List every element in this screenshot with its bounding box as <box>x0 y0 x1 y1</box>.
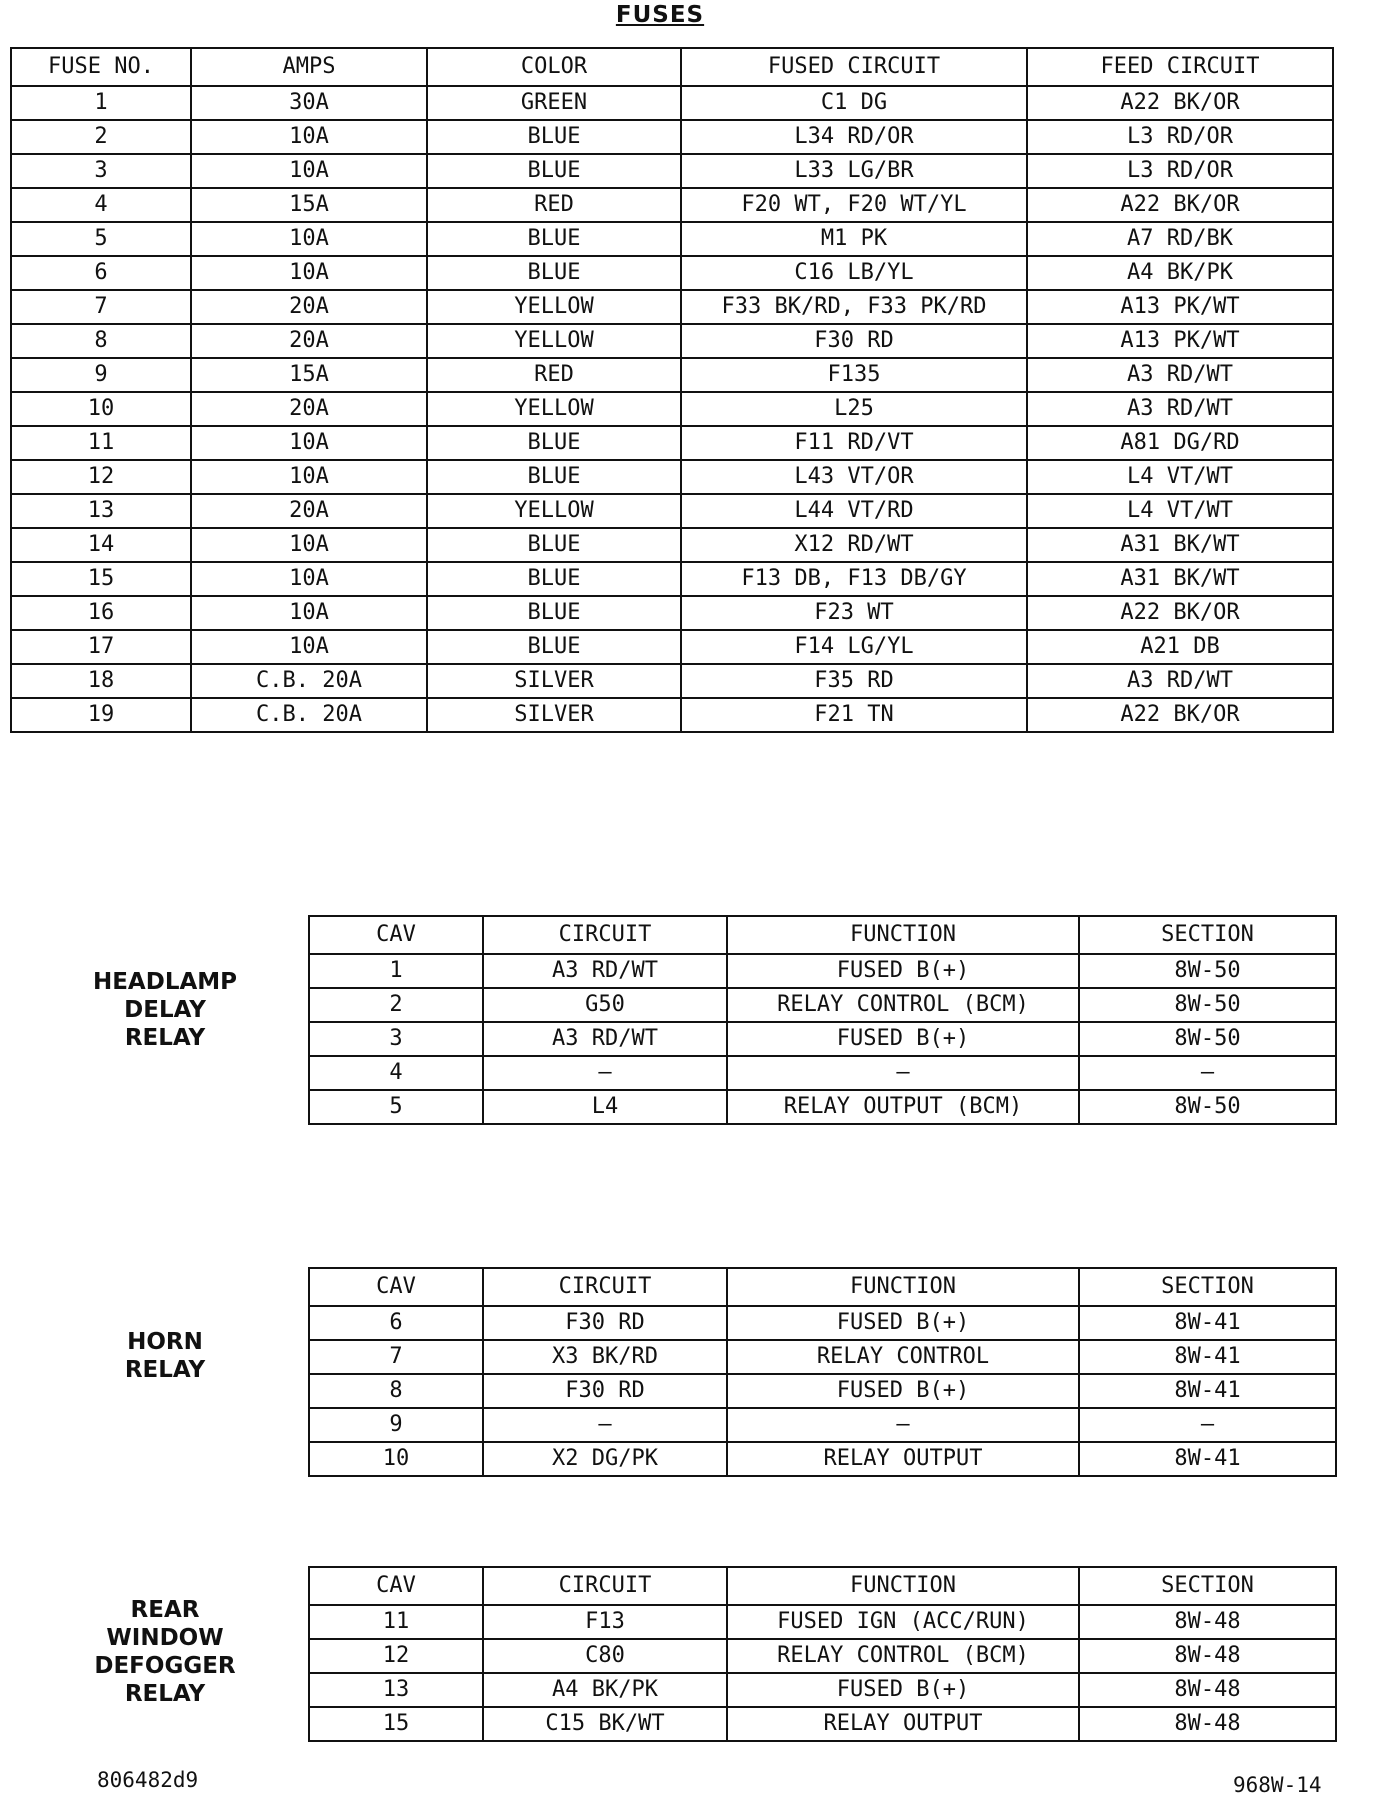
table-cell: 15A <box>191 188 427 222</box>
table-cell: – <box>1079 1408 1336 1442</box>
table-cell: L4 VT/WT <box>1027 494 1333 528</box>
table-row <box>11 154 1333 188</box>
table-row <box>11 426 1333 460</box>
table-cell: X3 BK/RD <box>483 1340 727 1374</box>
table-cell: BLUE <box>427 426 681 460</box>
table-cell: 10A <box>191 154 427 188</box>
table-row <box>11 494 1333 528</box>
table-cell: F35 RD <box>681 664 1027 698</box>
table-cell: 10A <box>191 562 427 596</box>
table-cell: A22 BK/OR <box>1027 698 1333 732</box>
fuses-header-cell: COLOR <box>427 48 681 86</box>
table-cell: L33 LG/BR <box>681 154 1027 188</box>
table-row <box>11 664 1333 698</box>
relay-label-line: WINDOW <box>106 1625 224 1651</box>
table-cell: 20A <box>191 324 427 358</box>
table-cell: 14 <box>11 528 191 562</box>
table-row <box>11 222 1333 256</box>
table-cell: 10A <box>191 426 427 460</box>
relay-label-line: RELAY <box>124 1681 206 1707</box>
table-cell: 1 <box>309 954 483 988</box>
table-cell: 20A <box>191 494 427 528</box>
table-cell: C.B. 20A <box>191 664 427 698</box>
table-cell: YELLOW <box>427 290 681 324</box>
relay-label-line: REAR <box>130 1597 200 1623</box>
relay-label-line: DELAY <box>124 997 206 1023</box>
table-cell: 7 <box>11 290 191 324</box>
table-cell: RED <box>427 188 681 222</box>
table-cell: FUSED B(+) <box>727 1374 1079 1408</box>
table-cell: C16 LB/YL <box>681 256 1027 290</box>
table-row <box>309 1707 1336 1741</box>
table-cell: X12 RD/WT <box>681 528 1027 562</box>
table-cell: A22 BK/OR <box>1027 188 1333 222</box>
table-cell: 10A <box>191 256 427 290</box>
fuses-header-cell: FEED CIRCUIT <box>1027 48 1333 86</box>
table-cell: F13 <box>483 1605 727 1639</box>
relay-header-cell: CAV <box>309 1567 483 1605</box>
table-cell: 8W-41 <box>1079 1306 1336 1340</box>
table-cell: 13 <box>11 494 191 528</box>
table-cell: BLUE <box>427 562 681 596</box>
table-cell: 8W-41 <box>1079 1442 1336 1476</box>
relay-header-cell: FUNCTION <box>727 1567 1079 1605</box>
table-row <box>309 1340 1336 1374</box>
table-cell: BLUE <box>427 630 681 664</box>
table-cell: SILVER <box>427 698 681 732</box>
fuses-header-cell: FUSED CIRCUIT <box>681 48 1027 86</box>
table-cell: FUSED B(+) <box>727 1673 1079 1707</box>
table-cell: F11 RD/VT <box>681 426 1027 460</box>
table-row <box>309 1306 1336 1340</box>
table-cell: 8W-41 <box>1079 1374 1336 1408</box>
table-row <box>11 120 1333 154</box>
relay-header-row <box>309 1268 1336 1306</box>
table-row <box>309 1639 1336 1673</box>
table-cell: RELAY CONTROL (BCM) <box>727 988 1079 1022</box>
table-cell: F13 DB, F13 DB/GY <box>681 562 1027 596</box>
table-cell: 10A <box>191 222 427 256</box>
table-cell: A13 PK/WT <box>1027 324 1333 358</box>
table-cell: F30 RD <box>681 324 1027 358</box>
relay-header-cell: SECTION <box>1079 1268 1336 1306</box>
table-cell: L3 RD/OR <box>1027 120 1333 154</box>
table-cell: BLUE <box>427 222 681 256</box>
table-row <box>309 1442 1336 1476</box>
table-cell: RELAY OUTPUT <box>727 1442 1079 1476</box>
table-cell: 20A <box>191 290 427 324</box>
table-row <box>11 358 1333 392</box>
relay-label-line: HORN <box>127 1329 203 1355</box>
table-cell: A21 DB <box>1027 630 1333 664</box>
table-row <box>11 392 1333 426</box>
table-cell: A4 BK/PK <box>483 1673 727 1707</box>
table-cell: A3 RD/WT <box>1027 392 1333 426</box>
table-row <box>309 1056 1336 1090</box>
table-cell: G50 <box>483 988 727 1022</box>
relay-label-line: HEADLAMP <box>92 969 238 995</box>
table-row <box>309 1090 1336 1124</box>
table-cell: X2 DG/PK <box>483 1442 727 1476</box>
table-cell: F33 BK/RD, F33 PK/RD <box>681 290 1027 324</box>
table-cell: 3 <box>309 1022 483 1056</box>
table-cell: L4 <box>483 1090 727 1124</box>
table-cell: RELAY OUTPUT (BCM) <box>727 1090 1079 1124</box>
relay-header-cell: FUNCTION <box>727 916 1079 954</box>
table-cell: 8 <box>11 324 191 358</box>
table-cell: 9 <box>309 1408 483 1442</box>
table-cell: A3 RD/WT <box>483 1022 727 1056</box>
relay-header-cell: CAV <box>309 1268 483 1306</box>
table-cell: BLUE <box>427 528 681 562</box>
table-row <box>309 1022 1336 1056</box>
table-cell: A3 RD/WT <box>1027 358 1333 392</box>
table-cell: BLUE <box>427 154 681 188</box>
table-row <box>11 86 1333 120</box>
table-row <box>309 988 1336 1022</box>
table-cell: 10A <box>191 630 427 664</box>
table-cell: 10 <box>11 392 191 426</box>
table-cell: F14 LG/YL <box>681 630 1027 664</box>
relay-header-cell: SECTION <box>1079 916 1336 954</box>
table-cell: C15 BK/WT <box>483 1707 727 1741</box>
table-cell: 6 <box>309 1306 483 1340</box>
table-cell: M1 PK <box>681 222 1027 256</box>
table-cell: RELAY CONTROL (BCM) <box>727 1639 1079 1673</box>
table-cell: 19 <box>11 698 191 732</box>
table-cell: L43 VT/OR <box>681 460 1027 494</box>
table-cell: – <box>727 1408 1079 1442</box>
table-cell: 10A <box>191 596 427 630</box>
table-cell: C1 DG <box>681 86 1027 120</box>
relay-label-line: DEFOGGER <box>94 1653 236 1679</box>
table-cell: FUSED B(+) <box>727 1306 1079 1340</box>
table-cell: L25 <box>681 392 1027 426</box>
table-row <box>11 698 1333 732</box>
fuses-header-cell: AMPS <box>191 48 427 86</box>
relay-header-row <box>309 1567 1336 1605</box>
relay-header-cell: SECTION <box>1079 1567 1336 1605</box>
table-cell: 8W-50 <box>1079 1090 1336 1124</box>
table-cell: RELAY CONTROL <box>727 1340 1079 1374</box>
table-cell: 5 <box>11 222 191 256</box>
table-cell: 8W-41 <box>1079 1340 1336 1374</box>
page-number: 968W-14 <box>1233 1773 1322 1797</box>
table-cell: 18 <box>11 664 191 698</box>
table-cell: 15A <box>191 358 427 392</box>
table-cell: F30 RD <box>483 1306 727 1340</box>
document-code: 806482d9 <box>97 1768 199 1792</box>
fuses-table <box>10 47 1334 733</box>
table-cell: L34 RD/OR <box>681 120 1027 154</box>
table-row <box>309 1673 1336 1707</box>
table-row <box>11 324 1333 358</box>
table-row <box>309 1408 1336 1442</box>
relay-header-cell: FUNCTION <box>727 1268 1079 1306</box>
table-cell: A3 RD/WT <box>483 954 727 988</box>
table-row <box>11 562 1333 596</box>
table-cell: YELLOW <box>427 324 681 358</box>
table-cell: L44 VT/RD <box>681 494 1027 528</box>
table-cell: 8W-50 <box>1079 988 1336 1022</box>
table-cell: 8W-48 <box>1079 1639 1336 1673</box>
table-cell: F23 WT <box>681 596 1027 630</box>
headlamp-delay-relay-table <box>308 915 1337 1125</box>
table-cell: RELAY OUTPUT <box>727 1707 1079 1741</box>
table-cell: A81 DG/RD <box>1027 426 1333 460</box>
table-cell: 5 <box>309 1090 483 1124</box>
table-row <box>11 290 1333 324</box>
table-cell: – <box>727 1056 1079 1090</box>
table-cell: SILVER <box>427 664 681 698</box>
table-cell: 10A <box>191 460 427 494</box>
table-cell: 17 <box>11 630 191 664</box>
table-cell: FUSED IGN (ACC/RUN) <box>727 1605 1079 1639</box>
table-cell: A13 PK/WT <box>1027 290 1333 324</box>
table-row <box>11 630 1333 664</box>
table-cell: C80 <box>483 1639 727 1673</box>
table-cell: 11 <box>11 426 191 460</box>
table-cell: 4 <box>11 188 191 222</box>
table-cell: – <box>483 1408 727 1442</box>
table-cell: FUSED B(+) <box>727 1022 1079 1056</box>
horn-relay-table <box>308 1267 1337 1477</box>
relay-header-cell: CIRCUIT <box>483 1567 727 1605</box>
table-cell: A22 BK/OR <box>1027 596 1333 630</box>
table-cell: 16 <box>11 596 191 630</box>
table-cell: 15 <box>11 562 191 596</box>
table-cell: 3 <box>11 154 191 188</box>
table-cell: C.B. 20A <box>191 698 427 732</box>
table-cell: BLUE <box>427 256 681 290</box>
table-cell: – <box>1079 1056 1336 1090</box>
table-cell: 1 <box>11 86 191 120</box>
table-cell: 8W-48 <box>1079 1605 1336 1639</box>
table-cell: 8W-48 <box>1079 1673 1336 1707</box>
table-cell: 15 <box>309 1707 483 1741</box>
table-cell: F21 TN <box>681 698 1027 732</box>
table-cell: F30 RD <box>483 1374 727 1408</box>
table-row <box>309 1605 1336 1639</box>
table-row <box>11 256 1333 290</box>
table-row <box>11 460 1333 494</box>
headlamp-delay-relay-label <box>75 968 255 1052</box>
table-cell: 2 <box>11 120 191 154</box>
table-row <box>11 528 1333 562</box>
table-cell: FUSED B(+) <box>727 954 1079 988</box>
rear-window-defogger-relay-table <box>308 1566 1337 1742</box>
relay-label-line: RELAY <box>124 1357 206 1383</box>
table-cell: 8W-50 <box>1079 954 1336 988</box>
fuses-header-cell: FUSE NO. <box>11 48 191 86</box>
table-cell: 8 <box>309 1374 483 1408</box>
table-cell: BLUE <box>427 596 681 630</box>
relay-header-row <box>309 916 1336 954</box>
table-cell: A31 BK/WT <box>1027 562 1333 596</box>
table-cell: GREEN <box>427 86 681 120</box>
table-cell: 9 <box>11 358 191 392</box>
table-cell: A4 BK/PK <box>1027 256 1333 290</box>
table-cell: F20 WT, F20 WT/YL <box>681 188 1027 222</box>
table-cell: 12 <box>11 460 191 494</box>
table-cell: L3 RD/OR <box>1027 154 1333 188</box>
table-cell: YELLOW <box>427 494 681 528</box>
table-cell: 2 <box>309 988 483 1022</box>
relay-header-cell: CIRCUIT <box>483 1268 727 1306</box>
table-cell: F135 <box>681 358 1027 392</box>
rear-window-defogger-relay-label <box>75 1596 255 1708</box>
table-cell: A22 BK/OR <box>1027 86 1333 120</box>
table-cell: 10A <box>191 528 427 562</box>
horn-relay-label <box>75 1328 255 1384</box>
relay-header-cell: CAV <box>309 916 483 954</box>
table-cell: 8W-50 <box>1079 1022 1336 1056</box>
table-cell: 30A <box>191 86 427 120</box>
table-cell: A31 BK/WT <box>1027 528 1333 562</box>
table-cell: 12 <box>309 1639 483 1673</box>
table-cell: 13 <box>309 1673 483 1707</box>
table-cell: 8W-48 <box>1079 1707 1336 1741</box>
table-cell: 10A <box>191 120 427 154</box>
table-cell: 7 <box>309 1340 483 1374</box>
table-cell: – <box>483 1056 727 1090</box>
table-cell: BLUE <box>427 120 681 154</box>
table-cell: 6 <box>11 256 191 290</box>
table-cell: 4 <box>309 1056 483 1090</box>
page-title: FUSES <box>615 2 705 28</box>
table-row <box>309 954 1336 988</box>
table-cell: L4 VT/WT <box>1027 460 1333 494</box>
table-cell: A7 RD/BK <box>1027 222 1333 256</box>
table-cell: 11 <box>309 1605 483 1639</box>
table-cell: A3 RD/WT <box>1027 664 1333 698</box>
relay-label-line: RELAY <box>124 1025 206 1051</box>
fuses-header-row <box>11 48 1333 86</box>
table-cell: YELLOW <box>427 392 681 426</box>
table-cell: BLUE <box>427 460 681 494</box>
table-row <box>11 188 1333 222</box>
table-row <box>11 596 1333 630</box>
table-row <box>309 1374 1336 1408</box>
table-cell: RED <box>427 358 681 392</box>
table-cell: 20A <box>191 392 427 426</box>
table-cell: 10 <box>309 1442 483 1476</box>
relay-header-cell: CIRCUIT <box>483 916 727 954</box>
